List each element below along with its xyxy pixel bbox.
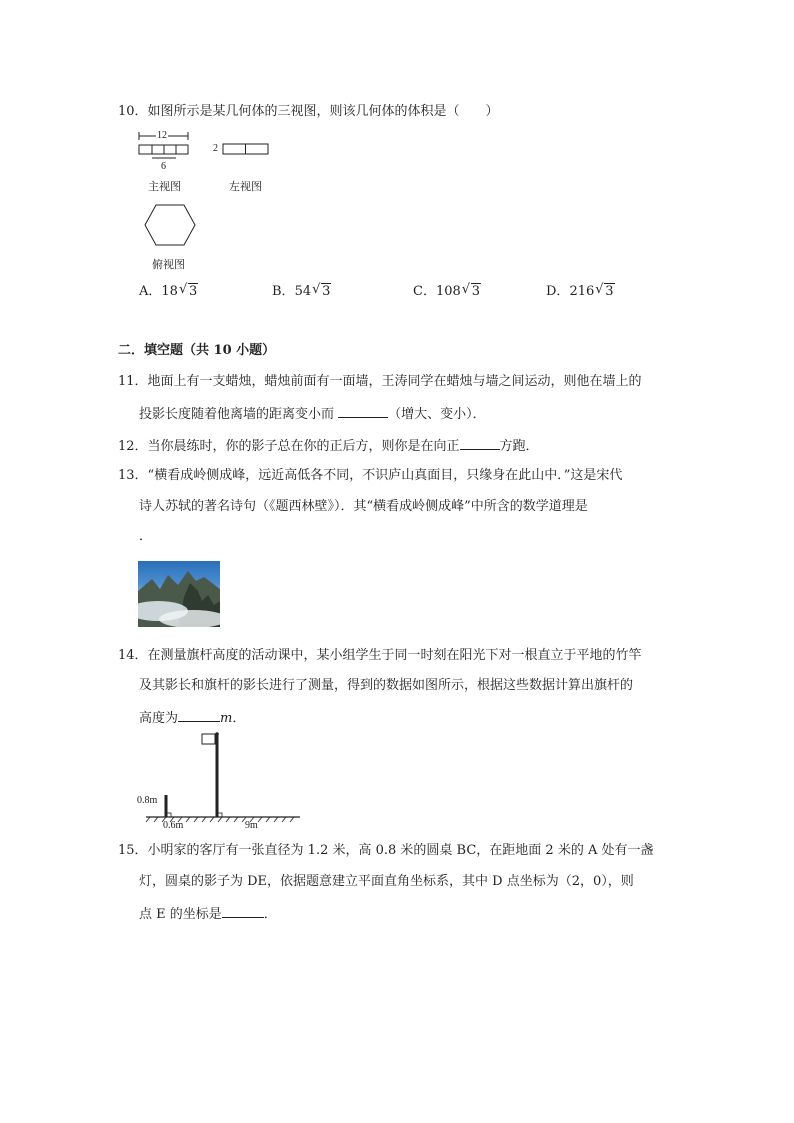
- q13-line1: 13．“横看成岭侧成峰，远近高低各不同，不识庐山真面目，只缘身在此山中．”这是宋代: [118, 468, 623, 483]
- flagpole-shadow-label: 9m: [245, 820, 258, 831]
- q11-line2: 投影长度随着他离墙的距离变小而 （增大、变小）．: [139, 404, 486, 424]
- q14-line2: 及其影长和旗杆的影长进行了测量，得到的数据如图所示，根据这些数据计算出旗杆的: [139, 678, 634, 693]
- option-b: B．54 √ 3: [272, 282, 331, 299]
- front-view-diagram: [136, 127, 206, 173]
- q14-line1: 14．在测量旗杆高度的活动课中，某小组学生于同一时刻在阳光下对一根直立于平地的竹竿: [118, 648, 642, 663]
- bamboo-shadow-label: 0.6m: [163, 820, 184, 831]
- dim-top-label: 12: [157, 130, 167, 141]
- option-c: C．108 √ 3: [413, 282, 481, 299]
- pole-height-label: 0.8m: [137, 795, 158, 806]
- q15-line3: 点 E 的坐标是 ．: [139, 904, 277, 924]
- flagpole-diagram: [138, 730, 308, 830]
- q14-line3: 高度为 m．: [139, 708, 245, 728]
- option-d: D．216 √ 3: [546, 282, 614, 299]
- dim-bottom-label: 6: [161, 161, 166, 172]
- option-a: A．18 √ 3: [139, 282, 198, 299]
- q12-line: 12．当你晨练时，你的影子总在你的正后方，则你是在向正 方跑．: [118, 436, 539, 456]
- q10-text: 10．如图所示是某几何体的三视图，则该几何体的体积是（ ）: [118, 104, 499, 119]
- mountain-illustration: [138, 561, 220, 627]
- top-view-hexagon: [143, 203, 197, 247]
- top-view-label: 俯视图: [152, 258, 185, 271]
- q15-line1: 15．小明家的客厅有一张直径为 1.2 米，高 0.8 米的圆桌 BC，在距地面 2 米的 A 处有一盏: [118, 843, 654, 858]
- q15-line2: 灯，圆桌的影子为 DE，依据题意建立平面直角坐标系，其中 D 点坐标为（2，0），则: [139, 874, 634, 889]
- section-title: 二．填空题（共 10 小题）: [118, 343, 276, 358]
- side-view-label: 左视图: [229, 180, 262, 193]
- side-view-diagram: [222, 143, 270, 157]
- dim-side-label: 2: [213, 143, 218, 154]
- front-view-label: 主视图: [148, 180, 181, 193]
- q13-line3: ．: [139, 529, 153, 544]
- q13-line2: 诗人苏轼的著名诗句（《题西林壁》）．其“横看成岭侧成峰”中所含的数学道理是: [139, 499, 588, 514]
- q11-line1: 11．地面上有一支蜡烛，蜡烛前面有一面墙，王涛同学在蜡烛与墙之间运动，则他在墙上的: [118, 374, 642, 389]
- mountain-photo: [138, 561, 220, 627]
